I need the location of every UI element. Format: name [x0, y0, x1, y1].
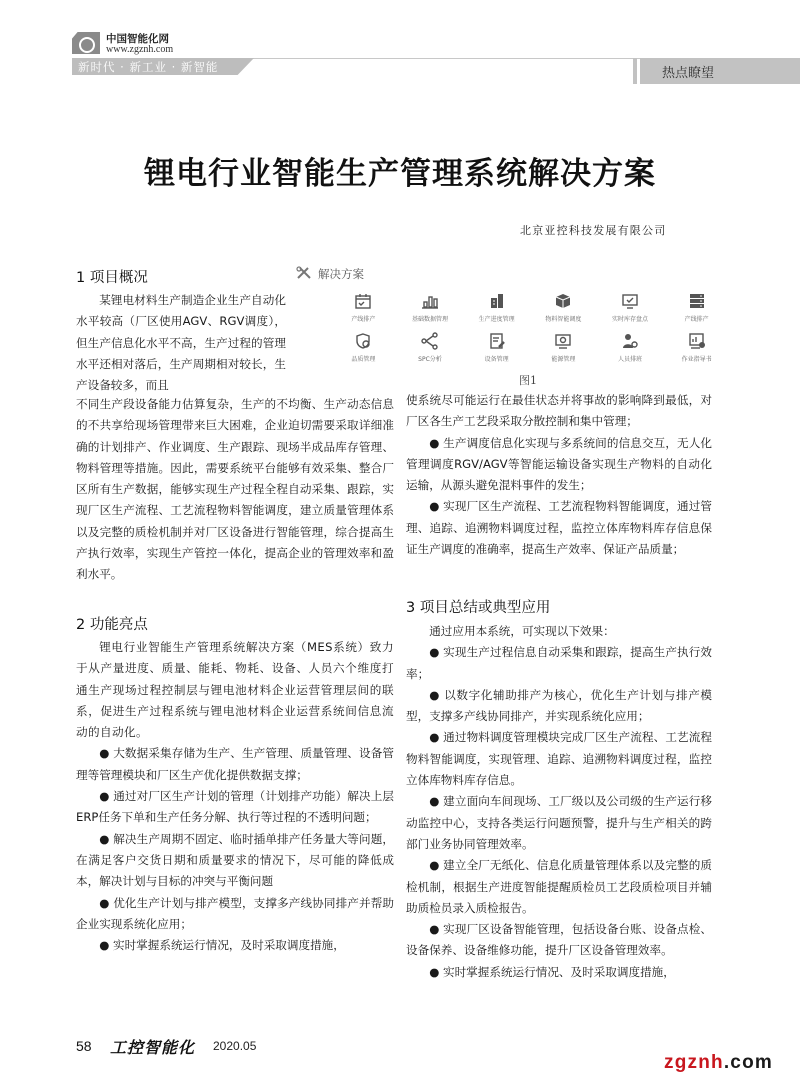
section-3-intro: 通过应用本系统，可实现以下效果：	[429, 624, 615, 638]
section-2-bullet: ● 解决生产周期不固定、临时插单排产任务量大等问题，在满足客户交货日期和质量要求的情况下，尽可能的降低成本，解决计划与目标的冲突与平衡问题	[76, 831, 394, 889]
section-1-paragraph-top: 某锂电材料生产制造企业生产自动化水平较高（厂区使用AGV、RGV调度），但生产信息化水平不高，生产过程的管理水平还相对落后，生产周期相对较长，生产设备较多，而且	[76, 293, 286, 393]
figure-item	[597, 332, 664, 368]
section-1-wrap-top	[76, 290, 286, 398]
server-icon	[688, 292, 706, 310]
site-logo	[72, 30, 182, 56]
box-icon	[554, 292, 572, 310]
section-3-bullet: ● 实现生产过程信息自动采集和跟踪，提高生产执行效率；	[406, 645, 712, 681]
document-edit-icon	[488, 332, 506, 350]
figure-item-label: 能源管理	[551, 356, 576, 363]
section-2-intro: 锂电行业智能生产管理系统解决方案（MES系统）致力于从产量进度、质量、能耗、物耗、设备、人员六个维度打通生产现场过程控制层与锂电池材料企业运营管理层间的联系，促进生产过程系统与锂电池材料企业运营系统间信息流动的自动化。	[76, 640, 394, 740]
section-2-bullet: ● 大数据采集存储为生产、生产管理、质量管理、设备管理等管理模块和厂区生产优化提供数据支撑；	[76, 746, 394, 782]
figure-item	[663, 292, 730, 328]
site-url: www.zgznh.com	[106, 44, 174, 55]
section-label: 热点瞭望	[662, 66, 715, 81]
section-2-continued	[406, 390, 712, 560]
section-2-bullet: ● 优化生产计划与排产模型，支撑多产线协同排产并帮助企业实现系统化应用；	[76, 895, 394, 931]
watermark-tld: .com	[723, 1052, 773, 1073]
figure-grid	[330, 292, 730, 370]
watermark-domain: zgznh	[664, 1052, 724, 1073]
section-2-bullet: ● 实现厂区生产流程、工艺流程物料智能调度，通过管理、追踪、追溯物料调度过程，监控立体库物料库存信息保证生产调度的准确率，提高生产效率、保证产品质量；	[406, 499, 712, 557]
figure-item	[397, 332, 464, 368]
section-2-heading: 2 功能亮点	[76, 617, 148, 633]
section-1-paragraph-bottom: 不同生产段设备能力估算复杂，生产的不均衡、生产动态信息的不共享给现场管理带来巨大困难，企业迫切需要采取详细准确的计划排产、作业调度、生产跟踪、现场半成品库存管理、物料管理等措施。因此，需要系统平台能够有效采集、整合厂区所有生产数据，能够实现生产过程全程自动采集、跟踪，实现厂区生产流程、工艺流程物料智能调度，建立质量管理体系以及完整的质检机制并对厂区设备进行智能管理，综合提高生产执行效率，实现生产管控一体化，提高企业的管理效率和盈利水平。	[76, 397, 394, 582]
section-2-bullet: ● 实时掌握系统运行情况，及时采取调度措施，	[99, 938, 345, 953]
figure-item	[330, 332, 397, 368]
shield-icon	[354, 332, 372, 350]
figure-item-label: 物料智能调度	[545, 316, 582, 323]
section-3-body	[406, 621, 712, 983]
section-3-bullet: ● 实现厂区设备智能管理，包括设备台账、设备点检、设备保养、设备维修功能，提升厂区设备管理效率。	[406, 922, 712, 958]
section-2-continued-text: 使系统尽可能运行在最佳状态并将事故的影响降到最低，对厂区各生产工艺段采取分散控制和集中管理；	[406, 393, 712, 429]
figure-item	[330, 292, 397, 328]
figure-item	[463, 292, 530, 328]
calendar-icon	[354, 292, 372, 310]
figure-item	[463, 332, 530, 368]
figure-item	[663, 332, 730, 368]
figure-item	[530, 292, 597, 328]
figure-item-label: 实时库存盘点	[611, 316, 648, 323]
monitor-check-icon	[621, 292, 639, 310]
section-2-body	[76, 637, 394, 956]
figure-item-label: 品质管理	[351, 356, 376, 363]
section-3-bullet: ● 通过物料调度管理模块完成厂区生产流程、工艺流程物料智能调度，实现管理、追踪、追溯物料调度过程，监控立体库物料库存信息。	[406, 730, 712, 788]
figure-item-label: 产线排产	[351, 316, 376, 323]
figure-item	[597, 292, 664, 328]
figure-heading	[296, 266, 364, 282]
report-icon	[688, 332, 706, 350]
figure-heading-text: 解决方案	[318, 267, 364, 281]
magazine-name: 工控智能化	[110, 1038, 196, 1057]
share-icon	[421, 332, 439, 350]
article-author: 北京亚控科技发展有限公司	[520, 224, 667, 237]
logo-icon	[72, 32, 100, 54]
figure-caption: 图1	[519, 374, 537, 387]
figure-item-label: 产线排产	[684, 316, 709, 323]
figure-item-label: SPC分析	[418, 356, 442, 363]
figure-item-label: 生产进度管理	[478, 316, 515, 323]
site-name: 中国智能化网	[106, 33, 169, 45]
section-3-heading: 3 项目总结或典型应用	[406, 600, 551, 616]
tools-icon	[296, 266, 312, 280]
figure-item	[397, 292, 464, 328]
section-2-bullet: ● 生产调度信息化实现与多系统间的信息交互，无人化管理调度RGV/AGV等智能运输设备实现生产物料的自动化运输，从源头避免混料事件的发生；	[406, 435, 712, 493]
article-title: 锂电行业智能生产管理系统解决方案	[144, 156, 656, 192]
issue-date: 2020.05	[213, 1039, 257, 1053]
building-icon	[488, 292, 506, 310]
section-1-wrap-bottom	[76, 394, 394, 606]
section-1-heading: 1 项目概况	[76, 270, 148, 286]
slogan: 新时代 · 新工业 · 新智能	[78, 60, 219, 74]
figure-item-label: 基础数据管理	[411, 316, 448, 323]
bar-chart-icon	[421, 292, 439, 310]
user-gear-icon	[621, 332, 639, 350]
figure-item-label: 作业指导书	[681, 356, 712, 363]
section-3-bullet: ● 建立全厂无纸化、信息化质量管理体系以及完整的质检机制，根据生产进度智能提醒质检员工艺段质检项目并辅助质检员录入质检报告。	[406, 858, 712, 915]
figure-item-label: 人员排班	[617, 356, 642, 363]
section-3-bullet: ● 建立面向车间现场、工厂级以及公司级的生产运行移动监控中心，支持各类运行问题预警，提升与生产相关的跨部门业务协同管理效率。	[406, 794, 712, 851]
figure-item-label: 设备管理	[484, 356, 509, 363]
section-3-bullet: ● 以数字化辅助排产为核心，优化生产计划与排产模型，支撑多产线协同排产，并实现系统化应用；	[406, 687, 712, 724]
page-number: 58	[76, 1038, 92, 1054]
figure-item	[530, 332, 597, 368]
section-2-bullet: ● 通过对厂区生产计划的管理（计划排产功能）解决上层ERP任务下单和生产任务分解、执行等过程的不透明问题；	[76, 789, 394, 825]
section-bar-edge	[633, 58, 637, 84]
display-icon	[554, 332, 572, 350]
watermark	[664, 1052, 773, 1074]
section-3-bullet: ● 实时掌握系统运行情况、及时采取调度措施，	[429, 964, 675, 979]
